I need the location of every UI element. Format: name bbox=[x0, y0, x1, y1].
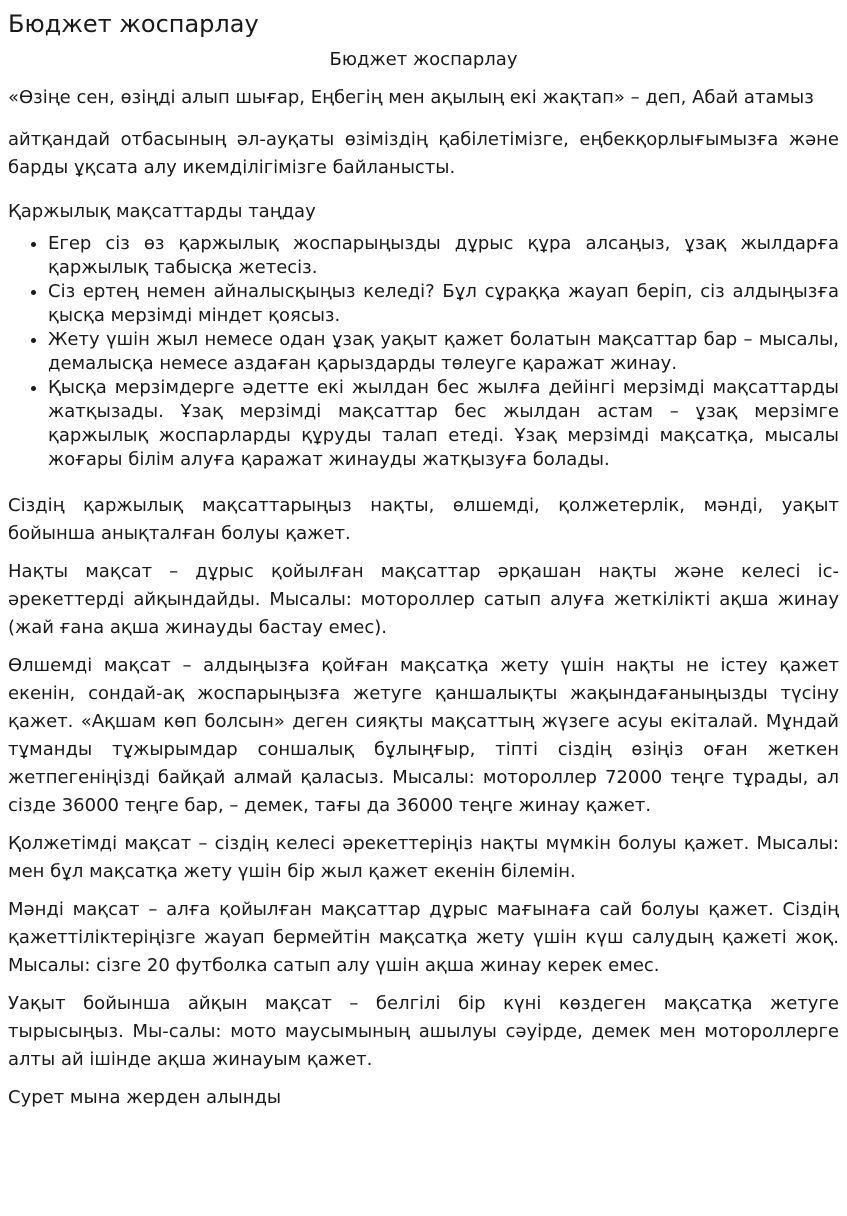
intro-continuation-paragraph: айтқандай отбасының әл-ауқаты өзіміздің қабілетімізге, еңбекқорлығымызға және барды ұқсата алу икемділігімізге байланысты. bbox=[8, 129, 839, 178]
goals-heading: Қаржылық мақсаттарды таңдау bbox=[8, 201, 316, 222]
paragraph-achievable-goal: Қолжетімді мақсат – сіздің келесі әрекеттеріңіз нақты мүмкін болуы қажет. Мысалы: мен бұл мақсатқа жету үшін бір жыл қажет екенін білемін. bbox=[8, 833, 839, 882]
page-title: Бюджет жоспарлау bbox=[8, 10, 259, 38]
paragraph-time-bound-goal: Уақыт бойынша айқын мақсат – белгілі бір күні көздеген мақсатқа жетуге тырысыңыз. Мы-салы: мото маусымының ашылуы сәуірде, демек мен мотороллерге алты ай ішінде ақша жинауым қажет. bbox=[8, 993, 839, 1070]
document-title: Бюджет жоспарлау bbox=[329, 49, 518, 70]
bullet-item: • Сіз ертең немен айналысқыңыз келеді? Бұл сұраққа жауап беріп, сіз алдыңызға қысқа мерзімді міндет қоясыз. bbox=[48, 280, 839, 328]
bullet-item: • Жету үшін жыл немесе одан ұзақ уақыт қажет болатын мақсаттар бар – мысалы, демалысқа немесе аздаған қарыздарды төлеуге қаражат жинау. bbox=[48, 328, 839, 376]
paragraph-smart-goals: Сіздің қаржылық мақсаттарыңыз нақты, өлшемді, қолжетерлік, мәнді, уақыт бойынша анықталған болуы қажет. bbox=[8, 495, 839, 544]
bullet-item: • Қысқа мерзімдерге әдетте екі жылдан бес жылға дейінгі мерзімді мақсаттарды жатқызады. Ұзақ мерзімді мақсаттар бес жылдан астам – ұзақ мерзімге қаржылық жоспарларды құруды талап етеді. Ұзақ мерзімді мақсатқа, мысалы жоғары білім алуға қаражат жинауды жатқызуға болады. bbox=[48, 376, 839, 472]
paragraph-specific-goal: Нақты мақсат – дұрыс қойылған мақсаттар әрқашан нақты және келесі іс-әрекеттерді айқындайды. Мысалы: мотороллер сатып алуға жеткілікті ақша жинау (жай ғана ақша жинауды бастау емес). bbox=[8, 561, 839, 638]
paragraph-measurable-goal: Өлшемді мақсат – алдыңызға қойған мақсатқа жету үшін нақты не істеу қажет екенін, сондай-ақ жоспарыңызға жетуге қаншалықты жақындағаныңызды түсіну қажет. «Ақшам көп болсын» деген сияқты мақсаттың жүзеге асуы екіталай. Мұндай тұманды тұжырымдар соншалық бұлыңғыр, тіпті сіздің өзіңіз оған жеткен жетпегеніңізді байқай алмай қаласыз. Мысалы: мотороллер 72000 теңге тұрады, ал сізде 36000 теңге бар, – демек, тағы да 36000 теңге жинау қажет. bbox=[8, 655, 839, 816]
bullet-item: • Егер сіз өз қаржылық жоспарыңызды дұрыс құра алсаңыз, ұзақ жылдарға қаржылық табысқа жетесіз. bbox=[48, 232, 839, 280]
paragraph-relevant-goal: Мәнді мақсат – алға қойылған мақсаттар дұрыс мағынаға сай болуы қажет. Сіздің қажеттіліктеріңізге жауап бермейтін мақсатқа жету үшін күш салудың қажеті жоқ. Мысалы: сізге 20 футболка сатып алу үшін ақша жинау керек емес. bbox=[8, 899, 839, 976]
goals-bullet-list bbox=[8, 232, 839, 472]
intro-quote-paragraph: «Өзіңе сен, өзіңді алып шығар, Еңбегің мен ақылың екі жақтап» – деп, Абай атамыз bbox=[8, 87, 814, 108]
image-source-text: Сурет мына жерден алынды bbox=[8, 1087, 282, 1108]
